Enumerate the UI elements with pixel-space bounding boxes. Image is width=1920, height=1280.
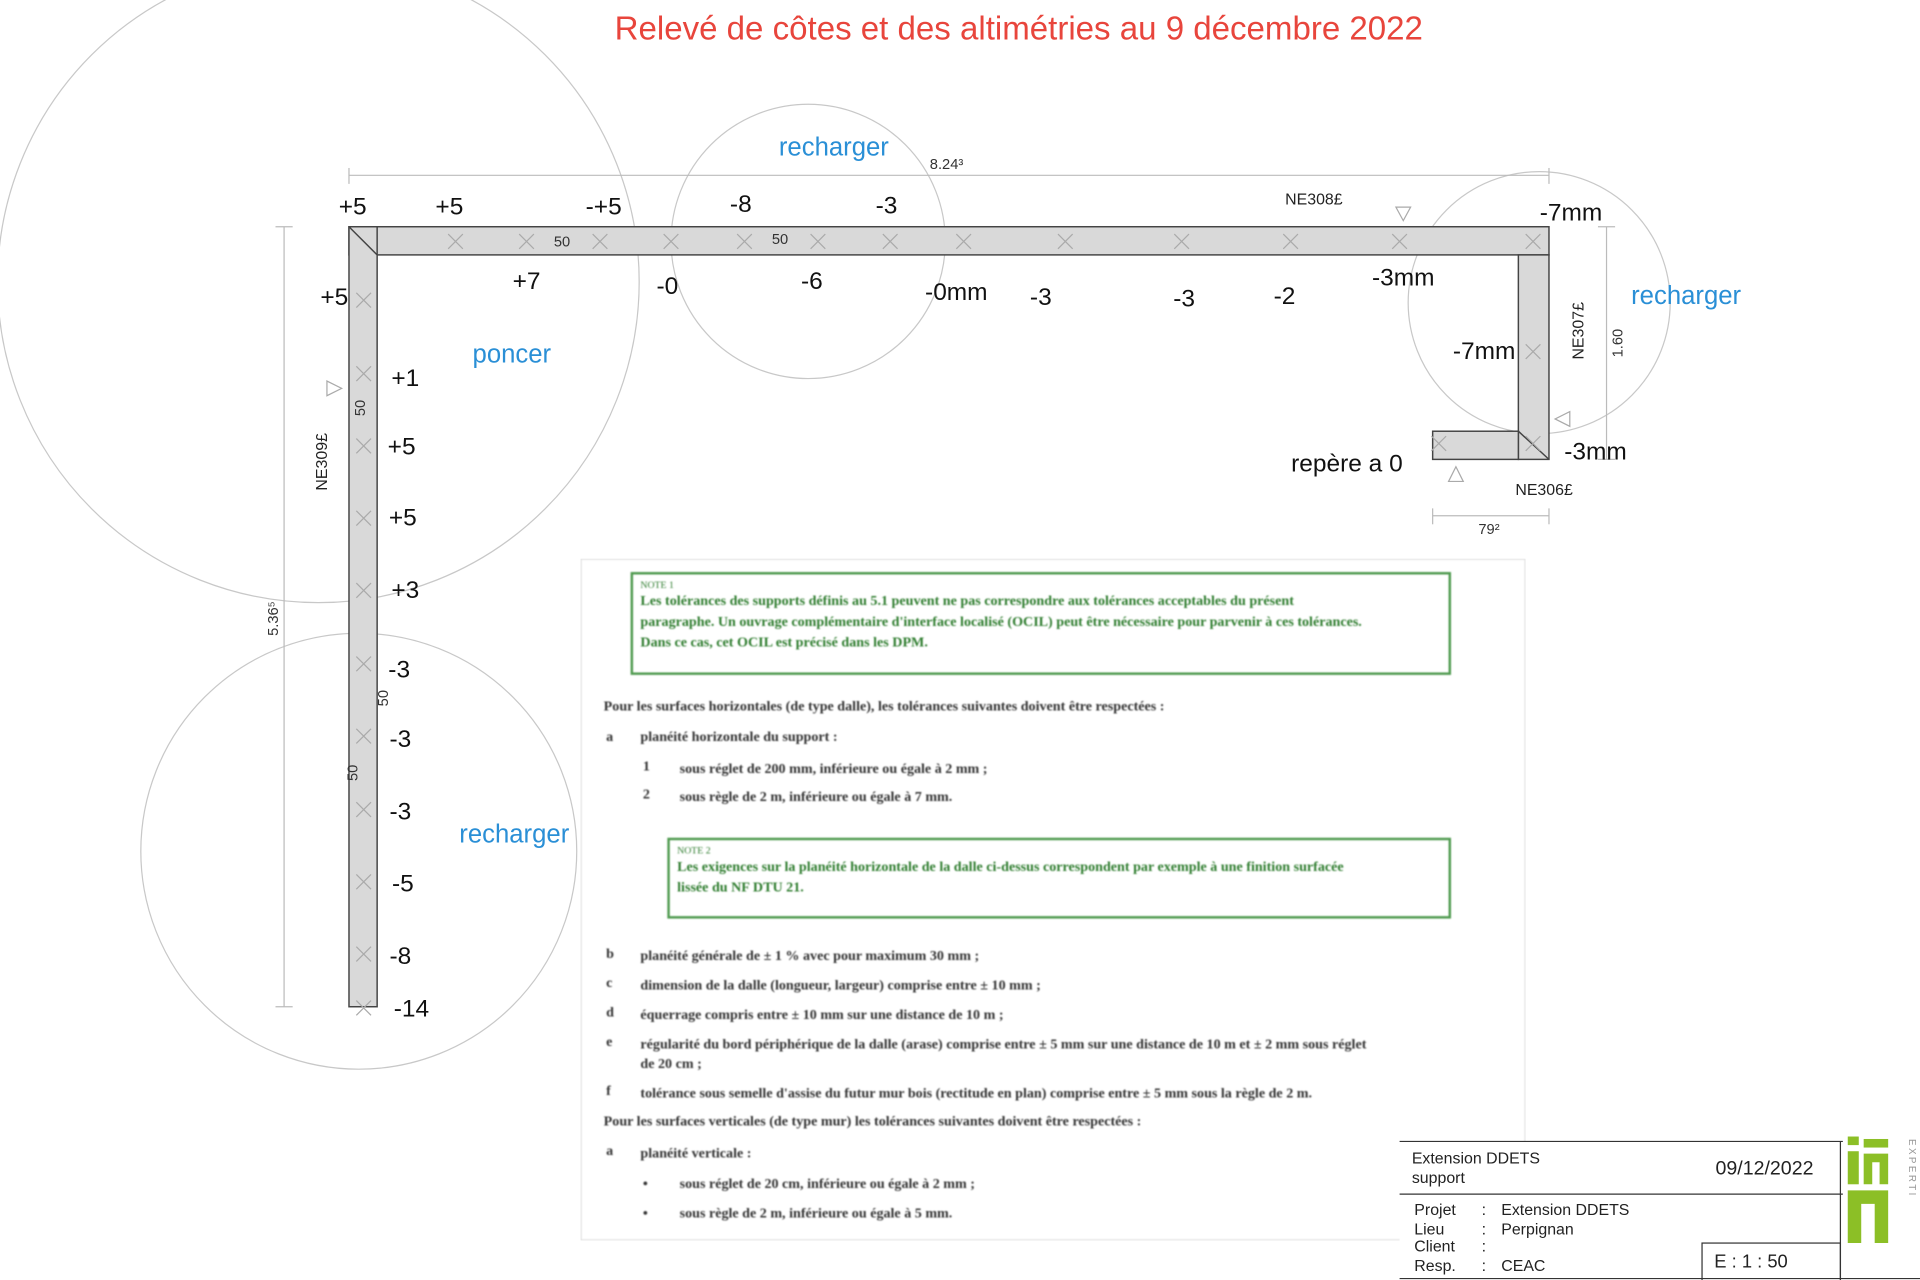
ruler-label: 50 — [345, 764, 362, 782]
level-label: -2 — [1273, 282, 1296, 310]
level-label: +1 — [391, 364, 420, 392]
level-label: -14 — [393, 995, 430, 1023]
title-block-field-label: Projet — [1414, 1201, 1456, 1219]
level-label: -3mm — [1564, 438, 1627, 466]
reference-label: repère a 0 — [1291, 450, 1403, 478]
triangle-marker-icon — [1449, 467, 1464, 482]
level-label: -8 — [389, 942, 412, 970]
list-item: planéité horizontale du support : — [640, 730, 838, 745]
standard-excerpt — [580, 559, 1525, 1241]
level-label: +5 — [387, 433, 416, 461]
title-block-field-value: CEAC — [1501, 1258, 1546, 1276]
level-label: -8 — [729, 191, 752, 219]
triangle-marker-icon — [1396, 207, 1411, 220]
level-label: -0 — [656, 273, 679, 301]
list-marker: a — [606, 730, 614, 745]
list-item: équerrage compris entre ± 10 mm sur une distance de 10 m ; — [640, 1007, 1004, 1023]
list-marker: 1 — [642, 759, 650, 775]
level-label: +5 — [338, 193, 367, 221]
list-item: sous règle de 2 m, inférieure ou égale à 7 mm. — [679, 790, 953, 805]
level-label: +5 — [435, 193, 464, 221]
bullet-icon: • — [642, 1206, 648, 1222]
note-line: Les exigences sur la planéité horizontale de la dalle ci-dessus correspondent par exemple à une finition surfacée — [677, 859, 1344, 875]
level-label: +7 — [512, 268, 541, 296]
list-item: tolérance sous semelle d'assise du futur mur bois (rectitude en plan) comprise entre ± 5 mm sous la règle de 2 m. — [640, 1086, 1313, 1102]
title-block-field-label: Lieu — [1414, 1221, 1445, 1239]
wall-right — [1518, 255, 1549, 459]
scale-label: E : 1 : 50 — [1714, 1250, 1788, 1272]
wall-ref-right: NE307£ — [1570, 302, 1588, 360]
subject-line: Extension DDETS — [1411, 1150, 1541, 1168]
level-label: -5 — [391, 870, 414, 898]
list-item: sous réglet de 200 mm, inférieure ou égale à 2 mm ; — [679, 761, 988, 777]
ruler-label: 50 — [376, 689, 393, 707]
list-item: régularité du bord périphérique de la dalle (arase) comprise entre ± 5 mm sur une distance de 10 m et ± 2 mm sous réglet — [640, 1037, 1367, 1053]
dimension-right: 1.60 — [1610, 328, 1627, 358]
level-label: +5 — [320, 284, 349, 312]
list-marker: 2 — [642, 787, 650, 803]
dimension-left: 5.36⁵ — [265, 601, 282, 636]
list-marker: a — [606, 1143, 614, 1159]
title-block — [1400, 1138, 1920, 1280]
list-marker: b — [606, 946, 614, 962]
action-label-poncer: poncer — [472, 340, 552, 369]
dimension-bottom: 79² — [1478, 522, 1500, 539]
level-label: -0mm — [925, 279, 988, 307]
level-label: +3 — [391, 576, 420, 604]
level-label: -3 — [389, 798, 412, 826]
triangle-marker-icon — [327, 381, 342, 396]
note-2 — [667, 838, 1451, 919]
paragraph: Pour les surfaces horizontales (de type dalle), les tolérances suivantes doivent être respectées : — [603, 699, 1165, 715]
note-line: Les tolérances des supports définis au 5.1 peuvent ne pas correspondre aux tolérances acceptables du présent — [640, 594, 1294, 609]
logo-side-text: EXPERTI — [1905, 1138, 1917, 1198]
level-label: -3 — [388, 656, 411, 684]
triangle-marker-icon — [1555, 412, 1570, 427]
list-marker: f — [606, 1083, 611, 1099]
list-item-continued: de 20 cm ; — [640, 1056, 702, 1072]
title-block-separator: : — [1481, 1221, 1487, 1239]
list-item: dimension de la dalle (longueur, largeur) comprise entre ± 10 mm ; — [640, 978, 1041, 994]
level-label: -7mm — [1452, 337, 1516, 365]
title-block-separator: : — [1481, 1201, 1487, 1219]
level-label: -6 — [800, 268, 823, 296]
list-item: planéité verticale : — [640, 1146, 752, 1162]
title-block-date: 09/12/2022 — [1715, 1157, 1814, 1180]
note-1 — [631, 572, 1451, 675]
note-line: lissée du NF DTU 21. — [677, 880, 804, 896]
action-label-recharger: recharger — [459, 820, 570, 849]
wall-left — [349, 227, 377, 1007]
note-line: paragraphe. Un ouvrage complémentaire d'interface localisé (OCIL) peut être nécessaire pour parvenir à ces tolérances. — [640, 614, 1362, 630]
title-block-field-value: Perpignan — [1501, 1221, 1574, 1239]
wall-ref-top: NE308£ — [1285, 191, 1343, 209]
list-marker: c — [606, 976, 613, 991]
dimension-top: 8.24³ — [929, 157, 964, 174]
level-label: -+5 — [585, 193, 622, 221]
ruler-label: 50 — [771, 231, 789, 248]
ruler-label: 50 — [553, 234, 571, 251]
note-title: NOTE 1 — [640, 579, 674, 591]
wall-top — [349, 227, 1549, 255]
level-label: -3mm — [1371, 264, 1435, 292]
level-label: -3 — [1173, 285, 1195, 313]
level-label: -3 — [875, 192, 898, 220]
title-block-field-value: Extension DDETS — [1501, 1201, 1630, 1219]
sei-logo — [1848, 1137, 1917, 1244]
action-label-recharger: recharger — [778, 133, 889, 162]
list-item: planéité générale de ± 1 % avec pour maximum 30 mm ; — [640, 949, 980, 964]
wall-ref-bottom: NE306£ — [1515, 481, 1573, 499]
title-block-separator: : — [1481, 1258, 1487, 1276]
wall-ref-left: NE309£ — [313, 433, 331, 491]
level-label: -3 — [389, 726, 412, 754]
action-label-recharger: recharger — [1631, 281, 1742, 310]
note-line: Dans ce cas, cet OCIL est précisé dans les DPM. — [640, 635, 928, 651]
title-block-field-label: Resp. — [1414, 1258, 1456, 1276]
list-marker: e — [606, 1034, 613, 1050]
level-label: +5 — [388, 504, 417, 532]
bullet-icon: • — [642, 1176, 648, 1192]
level-label: -3 — [1029, 284, 1052, 312]
ruler-label: 50 — [352, 399, 369, 417]
note-title: NOTE 2 — [677, 845, 711, 857]
wall-bottom-return — [1433, 431, 1519, 459]
subject-line: support — [1411, 1170, 1465, 1188]
title-block-field-label: Client — [1414, 1238, 1455, 1256]
paragraph: Pour les surfaces verticales (de type mur) les tolérances suivantes doivent être respectées : — [603, 1114, 1142, 1130]
drawing-title: Relevé de côtes et des altimétries au 9 décembre 2022 — [614, 10, 1423, 48]
list-marker: d — [606, 1005, 614, 1021]
list-item: sous règle de 2 m, inférieure ou égale à 5 mm. — [679, 1206, 953, 1222]
title-block-separator: : — [1481, 1238, 1487, 1256]
level-label: -7mm — [1539, 199, 1603, 227]
list-item: sous réglet de 20 cm, inférieure ou égale à 2 mm ; — [679, 1176, 975, 1192]
